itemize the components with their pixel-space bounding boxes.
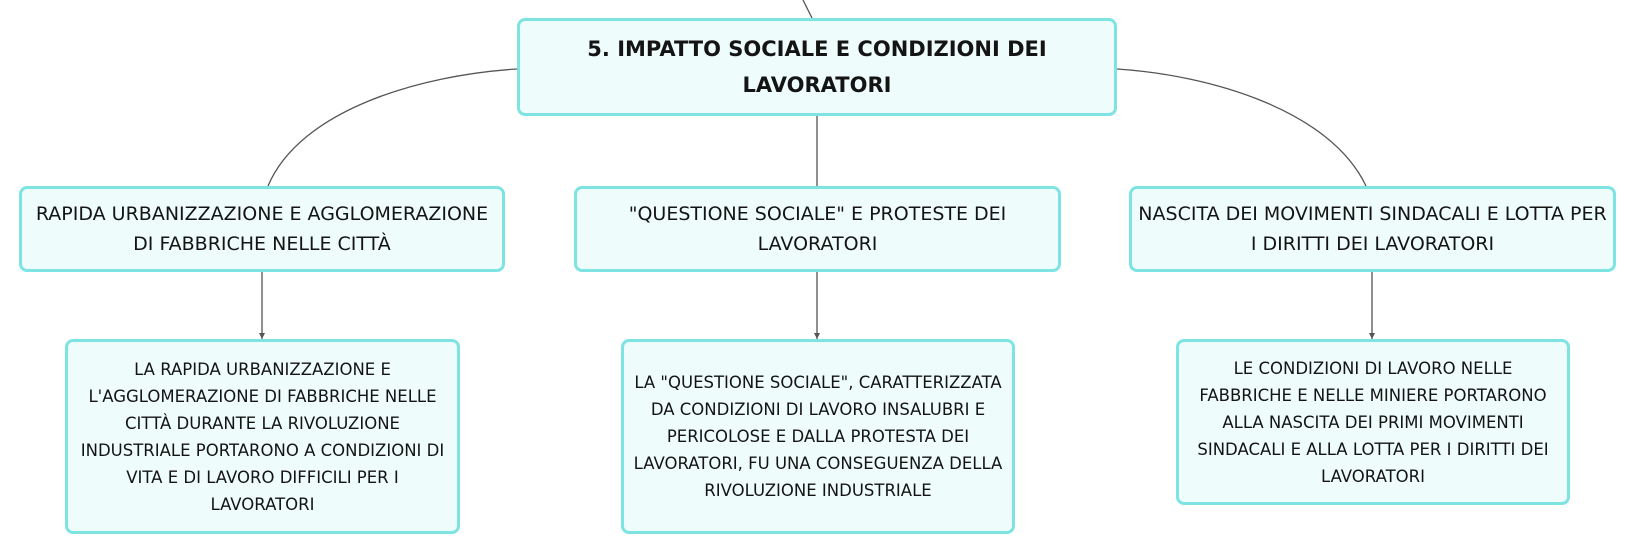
detail-node-social-question[interactable] <box>621 339 1015 534</box>
detail-node-text: LA RAPIDA URBANIZZAZIONE E L'AGGLOMERAZIONE DI FABBRICHE NELLE CITTÀ DURANTE LA RIVOLUZIONE INDUSTRIALE PORTARONO A CONDIZIONI DI VITA E DI LAVORO DIFFICILI PER I LAVORATORI <box>80 359 445 514</box>
topic-node-urbanization[interactable] <box>19 186 505 272</box>
detail-node-text: LA "QUESTIONE SOCIALE", CARATTERIZZATA DA CONDIZIONI DI LAVORO INSALUBRI E PERICOLOSE E DALLA PROTESTA DEI LAVORATORI, FU UNA CONSEGUENZA DELLA RIVOLUZIONE INDUSTRIALE <box>633 373 1003 500</box>
topic-node-label: NASCITA DEI MOVIMENTI SINDACALI E LOTTA PER I DIRITTI DEI LAVORATORI <box>1138 203 1607 255</box>
topic-node-social-question[interactable] <box>574 186 1061 272</box>
topic-node-trade-unions[interactable] <box>1129 186 1616 272</box>
root-node-label: 5. IMPATTO SOCIALE E CONDIZIONI DEI LAVORATORI <box>587 37 1047 97</box>
connector-root-to-topic-3 <box>1117 69 1366 186</box>
detail-node-trade-unions[interactable] <box>1176 339 1570 505</box>
connector-parent-to-root <box>803 0 812 18</box>
connector-root-to-topic-1 <box>268 69 517 186</box>
root-node[interactable] <box>517 18 1117 116</box>
detail-node-text: LE CONDIZIONI DI LAVORO NELLE FABBRICHE E NELLE MINIERE PORTARONO ALLA NASCITA DEI PRIMI MOVIMENTI SINDACALI E ALLA LOTTA PER I DIRITTI DEI LAVORATORI <box>1197 358 1549 486</box>
topic-node-label: RAPIDA URBANIZZAZIONE E AGGLOMERAZIONE DI FABBRICHE NELLE CITTÀ <box>35 203 489 255</box>
detail-node-urbanization[interactable] <box>65 339 460 534</box>
topic-node-label: "QUESTIONE SOCIALE" E PROTESTE DEI LAVORATORI <box>628 203 1007 255</box>
